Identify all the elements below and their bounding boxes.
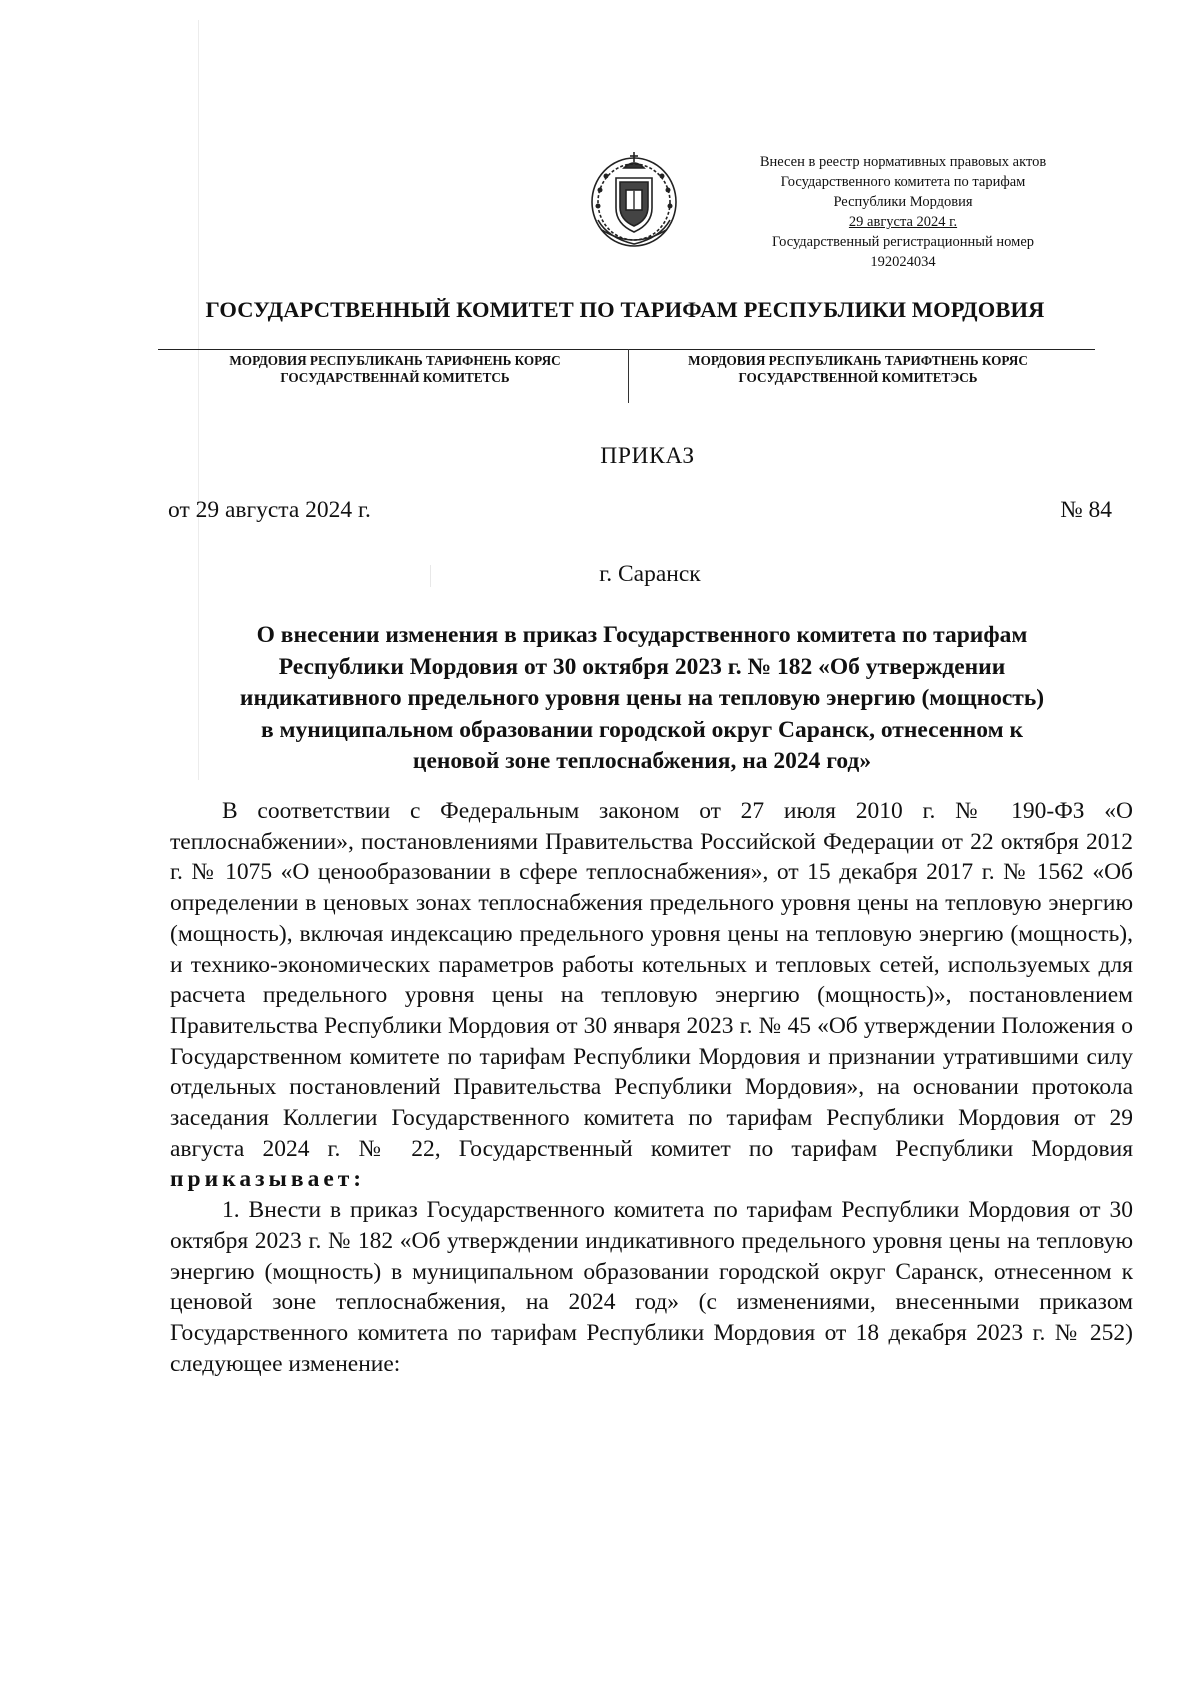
header-vertical-divider	[628, 349, 629, 403]
registry-line: Республики Мордовия	[833, 194, 973, 210]
subject-line: ценовой зоне теплоснабжения, на 2024 год»	[412, 748, 872, 775]
committee-name-line: МОРДОВИЯ РЕСПУБЛИКАНЬ ТАРИФТНЕНЬ КОРЯС	[688, 353, 1028, 368]
subject-line: в муниципальном образовании городской округ Саранск, отнесенном к	[260, 716, 1024, 743]
registry-date: 29 августа 2024 г.	[848, 214, 958, 230]
committee-name-line: ГОСУДАРСТВЕННОЙ КОМИТЕТЭСЬ	[738, 370, 978, 385]
committee-name-line: МОРДОВИЯ РЕСПУБЛИКАНЬ ТАРИФНЕНЬ КОРЯС	[229, 353, 561, 368]
committee-name-erzya	[643, 352, 1073, 386]
registry-line: Государственного комитета по тарифам	[780, 174, 1026, 190]
subject-line: индикативного предельного уровня цены на тепловую энергию (мощность)	[239, 685, 1045, 712]
registry-stamp	[718, 152, 1088, 272]
coat-of-arms-icon	[588, 150, 680, 250]
directive-word: приказывает:	[170, 1166, 366, 1193]
order-body	[170, 796, 1133, 1379]
subject-line: Республики Мордовия от 30 октября 2023 г. № 182 «Об утверждении	[278, 653, 1006, 680]
header-divider	[158, 349, 1095, 350]
registry-number: 192024034	[870, 254, 936, 270]
order-number: № 84	[1060, 497, 1112, 523]
committee-title: ГОСУДАРСТВЕННЫЙ КОМИТЕТ ПО ТАРИФАМ РЕСПУБЛИКИ МОРДОВИЯ	[205, 297, 1045, 322]
item-paragraph: 1. Внести в приказ Государственного комитета по тарифам Республики Мордовия от 30 октября 2023 г. № 182 «Об утверждении индикативного предельного уровня цены на тепловую энергию (мощность) в муниципальном образовании городской округ Саранск, отнесенном к ценовой зоне теплоснабжения, на 2024 год» (с изменениями, внесенными приказом Государственного комитета по тарифам Республики Мордовия от 18 декабря 2023 г. № 252) следующее изменение:	[170, 1197, 1133, 1377]
registry-line: Государственный регистрационный номер	[771, 234, 1035, 250]
preamble-text: В соответствии с Федеральным законом от 27 июля 2010 г. № 190-ФЗ «О теплоснабжении», постановлениями Правительства Российской Федерации от 22 октября 2012 г. № 1075 «О ценообразовании в сфере теплоснабжения», от 15 декабря 2017 г. № 1562 «Об определении в ценовых зонах теплоснабжения предельного уровня цены на тепловую энергию (мощность), включая индексацию предельного уровня цены на тепловую энергию (мощность), и технико-экономических параметров работы котельных и тепловых сетей, используемых для расчета предельного уровня цены на тепловую энергию (мощность)», постановлением Правительства Республики Мордовия от 30 января 2023 г. № 45 «Об утверждении Положения о Государственном комитете по тарифам Республики Мордовия и признании утратившими силу отдельных постановлений Правительства Республики Мордовия», на основании протокола заседания Коллегии Государственного комитета по тарифам Республики Мордовия от 29 августа 2024 г. № 22, Государственный комитет по тарифам Республики Мордовия	[170, 798, 1133, 1162]
order-date: от 29 августа 2024 г.	[168, 497, 371, 523]
registry-line: Внесен в реестр нормативных правовых актов	[759, 154, 1047, 170]
order-city: г. Саранск	[599, 561, 701, 587]
committee-name-moksha	[175, 352, 615, 386]
committee-name-line: ГОСУДАРСТВЕННАЙ КОМИТЕТСЬ	[280, 370, 510, 385]
preamble-paragraph	[170, 796, 1133, 1195]
order-subject	[168, 620, 1116, 778]
document-type: ПРИКАЗ	[600, 443, 695, 469]
subject-line: О внесении изменения в приказ Государственного комитета по тарифам	[256, 622, 1028, 648]
